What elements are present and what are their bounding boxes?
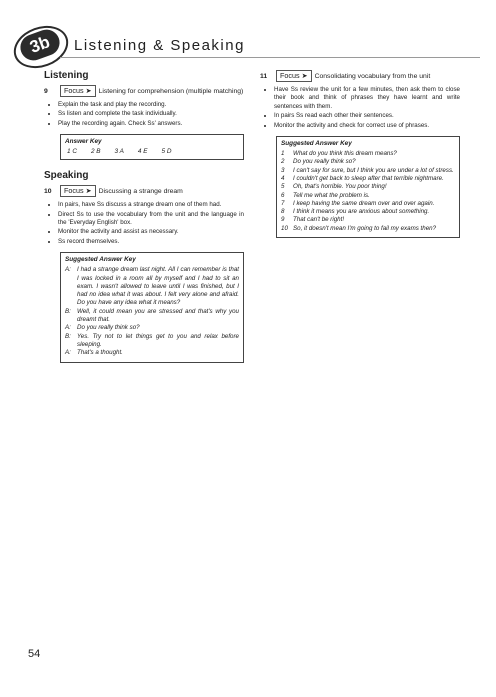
right-column (260, 70, 460, 248)
answer-text: I think it means you are anxious about something. (293, 208, 430, 216)
dialogue-text: I had a strange dream last night. All I can remember is that I was locked in a room all by myself and I had to sit an exam. I wasn't allowed to leave until I was finished, but I had no idea what it was about. I felt very alone and afraid. Do you have any idea what it means? (77, 266, 239, 307)
answer-line (281, 150, 455, 158)
answer-number: 9 (281, 216, 285, 224)
task-10-number: 10 (44, 188, 52, 196)
answer-number: 6 (281, 191, 285, 199)
page-number: 54 (28, 648, 41, 660)
answer-text: What do you think this dream means? (293, 150, 397, 158)
answer-line (281, 158, 455, 166)
speaker: A: (65, 266, 71, 274)
focus-label: Focus ➤ (60, 185, 96, 197)
dialogue-line (65, 324, 239, 332)
answer-line (281, 192, 455, 200)
answer-key-list (65, 148, 239, 155)
answer-number: 10 (281, 224, 288, 232)
answer-item: 5 D (161, 148, 172, 156)
task-11-steps (260, 86, 460, 130)
header-divider (60, 57, 480, 58)
task-10-steps (44, 201, 244, 246)
answer-line (281, 175, 455, 183)
answer-text: So, it doesn't mean I'm going to fail my exams then? (293, 224, 437, 232)
speaker: B: (65, 332, 71, 340)
list-item: • Play the recording again. Check Ss' answers. (58, 120, 244, 128)
answer-number: 5 (281, 183, 285, 191)
task-10-heading (44, 185, 244, 197)
answer-line (281, 225, 455, 233)
suggested-answer-title: Suggested Answer Key (281, 140, 352, 148)
answer-number: 1 (281, 150, 285, 158)
answer-item: 4 E (137, 148, 148, 156)
answer-number: 2 (281, 158, 285, 166)
dialogue-text: Do you really think so? (77, 324, 140, 332)
dialogue-text: Well, it could mean you are stressed and that's why you dreamt that. (77, 307, 239, 324)
list-item: • Explain the task and play the recording. (58, 101, 244, 109)
list-item: • Direct Ss to use the vocabulary from the unit and the language in the 'Everyday English' box. (58, 211, 244, 228)
list-item: • In pairs, have Ss discuss a strange dream one of them had. (58, 201, 244, 209)
task-11-title: Consolidating vocabulary from the unit (314, 73, 431, 80)
answer-key-title: Answer Key (65, 138, 102, 146)
listening-heading: Listening (44, 70, 89, 81)
list-item: • Ss record themselves. (58, 238, 244, 246)
answer-text: I couldn't get back to sleep after that terrible nightmare. (293, 174, 444, 182)
list-item: • Have Ss review the unit for a few minutes, then ask them to close their book and think of phrases they have learnt and write sentences with them. (274, 86, 460, 111)
answer-item: 3 A (114, 148, 124, 156)
speaking-heading: Speaking (44, 170, 89, 182)
task-9-heading (44, 85, 244, 97)
focus-label: Focus ➤ (60, 85, 96, 97)
dialogue-line (65, 266, 239, 307)
dialogue-line (65, 308, 239, 325)
answer-text: I keep having the same dream over and over again. (293, 199, 435, 207)
list-item: • Monitor the activity and assist as necessary. (58, 228, 244, 236)
unit-title: Listening & Speaking (74, 37, 245, 54)
answer-key-box (60, 134, 244, 160)
answer-text: That can't be right! (293, 216, 345, 224)
suggested-answer-box (276, 136, 460, 238)
unit-badge: 3b (17, 26, 63, 64)
answer-line (281, 167, 455, 175)
task-11-number: 11 (260, 73, 268, 80)
task-10-title: Discussing a strange dream (98, 188, 183, 196)
list-item: • In pairs Ss read each other their sentences. (274, 112, 460, 120)
dialogue-text: That's a thought. (77, 349, 123, 357)
task-9-number: 9 (44, 88, 48, 95)
answer-line (281, 200, 455, 208)
task-9-steps (44, 101, 244, 128)
answer-text: I can't say for sure, but I think you are under a lot of stress. (293, 166, 454, 174)
answer-line (281, 183, 455, 191)
answer-text: Tell me what the problem is. (293, 191, 370, 199)
speaker: A: (65, 324, 71, 332)
task-9-title: Listening for comprehension (multiple matching) (98, 88, 244, 95)
answer-number: 3 (281, 166, 285, 174)
focus-label: Focus ➤ (276, 70, 312, 82)
left-column (44, 70, 244, 373)
answer-line (281, 208, 455, 216)
dialogue-line (65, 333, 239, 350)
task-11-heading (260, 70, 460, 82)
answer-text: Oh, that's horrible. You poor thing! (293, 183, 387, 191)
answer-line (281, 216, 455, 224)
suggested-answer-box (60, 252, 244, 362)
answer-number: 4 (281, 174, 285, 182)
speaker: B: (65, 307, 71, 315)
list-item: • Ss listen and complete the task individually. (58, 110, 244, 118)
answer-number: 7 (281, 199, 285, 207)
answer-item: 2 B (90, 148, 101, 156)
list-item: • Monitor the activity and check for correct use of phrases. (274, 122, 460, 130)
speaker: A: (65, 349, 71, 357)
answer-item: 1 C (67, 148, 77, 156)
dialogue-text: Yes. Try not to let things get to you and relax before sleeping. (77, 332, 239, 348)
dialogue-line (65, 349, 239, 357)
answer-text: Do you really think so? (293, 158, 356, 166)
suggested-answer-title: Suggested Answer Key (65, 256, 136, 264)
answer-number: 8 (281, 208, 285, 216)
